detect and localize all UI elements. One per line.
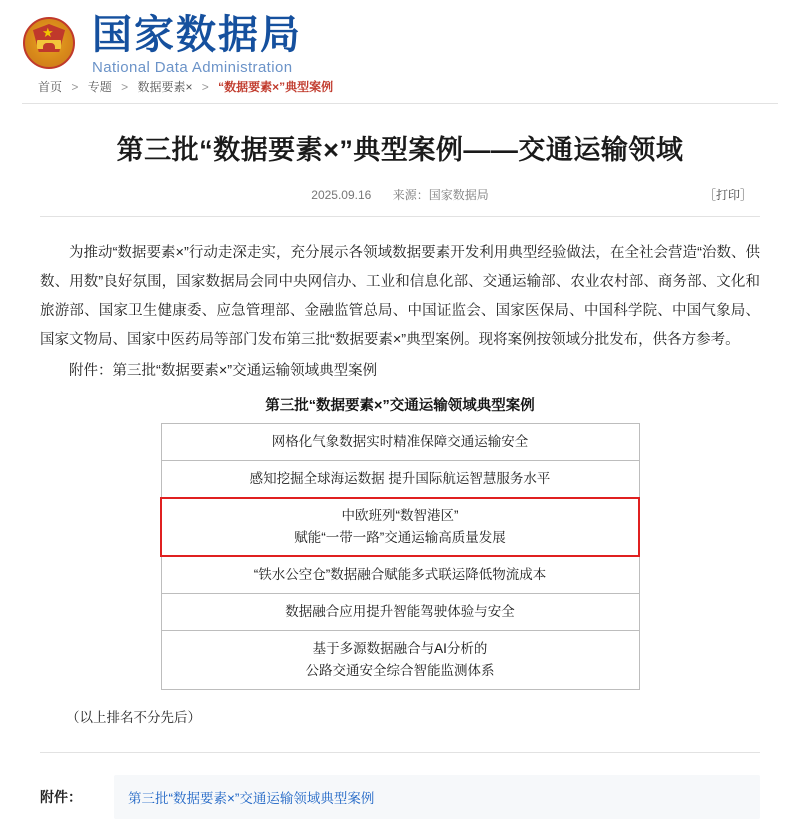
case-cell-6: [161, 631, 639, 690]
article-meta: [40, 186, 760, 204]
breadcrumb-item-data-element[interactable]: 数据要素×: [137, 80, 193, 94]
case-cell-4: “铁水公空仓”数据融合赋能多式联运降低物流成本: [161, 556, 639, 594]
footer-divider: [40, 752, 760, 753]
header-divider: [22, 103, 778, 104]
meta-divider: [40, 216, 760, 217]
breadcrumb-separator: >: [201, 80, 209, 94]
case-cell-3: [161, 498, 639, 556]
print-button[interactable]: ［打印］: [703, 188, 752, 202]
table-row: [161, 631, 639, 690]
publish-source: 来源：国家数据局: [392, 188, 489, 202]
attachment-note: 附件：第三批“数据要素×”交通运输领域典型案例: [69, 363, 378, 379]
case-cell-1: 网格化气象数据实时精准保障交通运输安全: [161, 424, 639, 461]
ranking-note: （以上排名不分先后）: [66, 710, 201, 725]
case-cell-2: 感知挖掘全球海运数据 提升国际航运智慧服务水平: [161, 461, 639, 499]
article-paragraph: 为推动“数据要素×”行动走深走实，充分展示各领域数据要素开发利用典型经验做法，在全社会营造“治数、供数、用数”良好氛围，国家数据局会同中央网信办、工业和信息化部、交通运输部、农业农村部、商务部、文化和旅游部、国家卫生健康委、应急管理部、金融监管总局、中国证监会、国家医保局、中国科学院、中国气象局、国家文物局、国家中医药局等部门发布第三批“数据要素×”典型案例。现将案例按领域分批发布，供各方参考。: [40, 245, 760, 348]
case-cell-5: 数据融合应用提升智能驾驶体验与安全: [161, 594, 639, 631]
case-cell-3-line2: 赋能“一带一路”交通运输高质量发展: [294, 530, 506, 545]
national-emblem-icon: ★: [20, 14, 78, 72]
publish-date: 2025.09.16: [311, 188, 372, 202]
table-row: [161, 594, 639, 631]
page-title: 第三批“数据要素×”典型案例——交通运输领域: [116, 135, 684, 165]
article-body: [40, 239, 760, 355]
table-row-highlighted: [161, 498, 639, 556]
case-cell-6-line2: 公路交通安全综合智能监测体系: [305, 663, 495, 678]
brand-title-cn: 国家数据局: [92, 13, 302, 57]
attachment-file-link[interactable]: 第三批“数据要素×”交通运输领域典型案例: [128, 791, 375, 806]
table-row: [161, 461, 639, 499]
breadcrumb-separator: >: [71, 80, 79, 94]
case-cell-3-line1: 中欧班列“数智港区”: [341, 508, 459, 523]
attachment-file-box: [114, 775, 760, 819]
breadcrumb-item-home[interactable]: 首页: [38, 80, 63, 94]
brand-block: [92, 12, 302, 78]
attachment-section: [40, 775, 760, 819]
table-row: [161, 424, 639, 461]
site-header: [0, 0, 800, 76]
attachment-label: 附件：: [40, 789, 82, 805]
article: [0, 130, 800, 819]
table-row: [161, 556, 639, 594]
breadcrumb-item-topic[interactable]: 专题: [87, 80, 112, 94]
table-caption: 第三批“数据要素×”交通运输领域典型案例: [265, 398, 535, 414]
breadcrumb-item-current: “数据要素×”典型案例: [218, 80, 334, 94]
breadcrumb-separator: >: [121, 80, 129, 94]
case-cell-6-line1: 基于多源数据融合与AI分析的: [312, 641, 488, 656]
case-list-table: [160, 423, 640, 690]
brand-title-en: National Data Administration: [92, 59, 293, 76]
